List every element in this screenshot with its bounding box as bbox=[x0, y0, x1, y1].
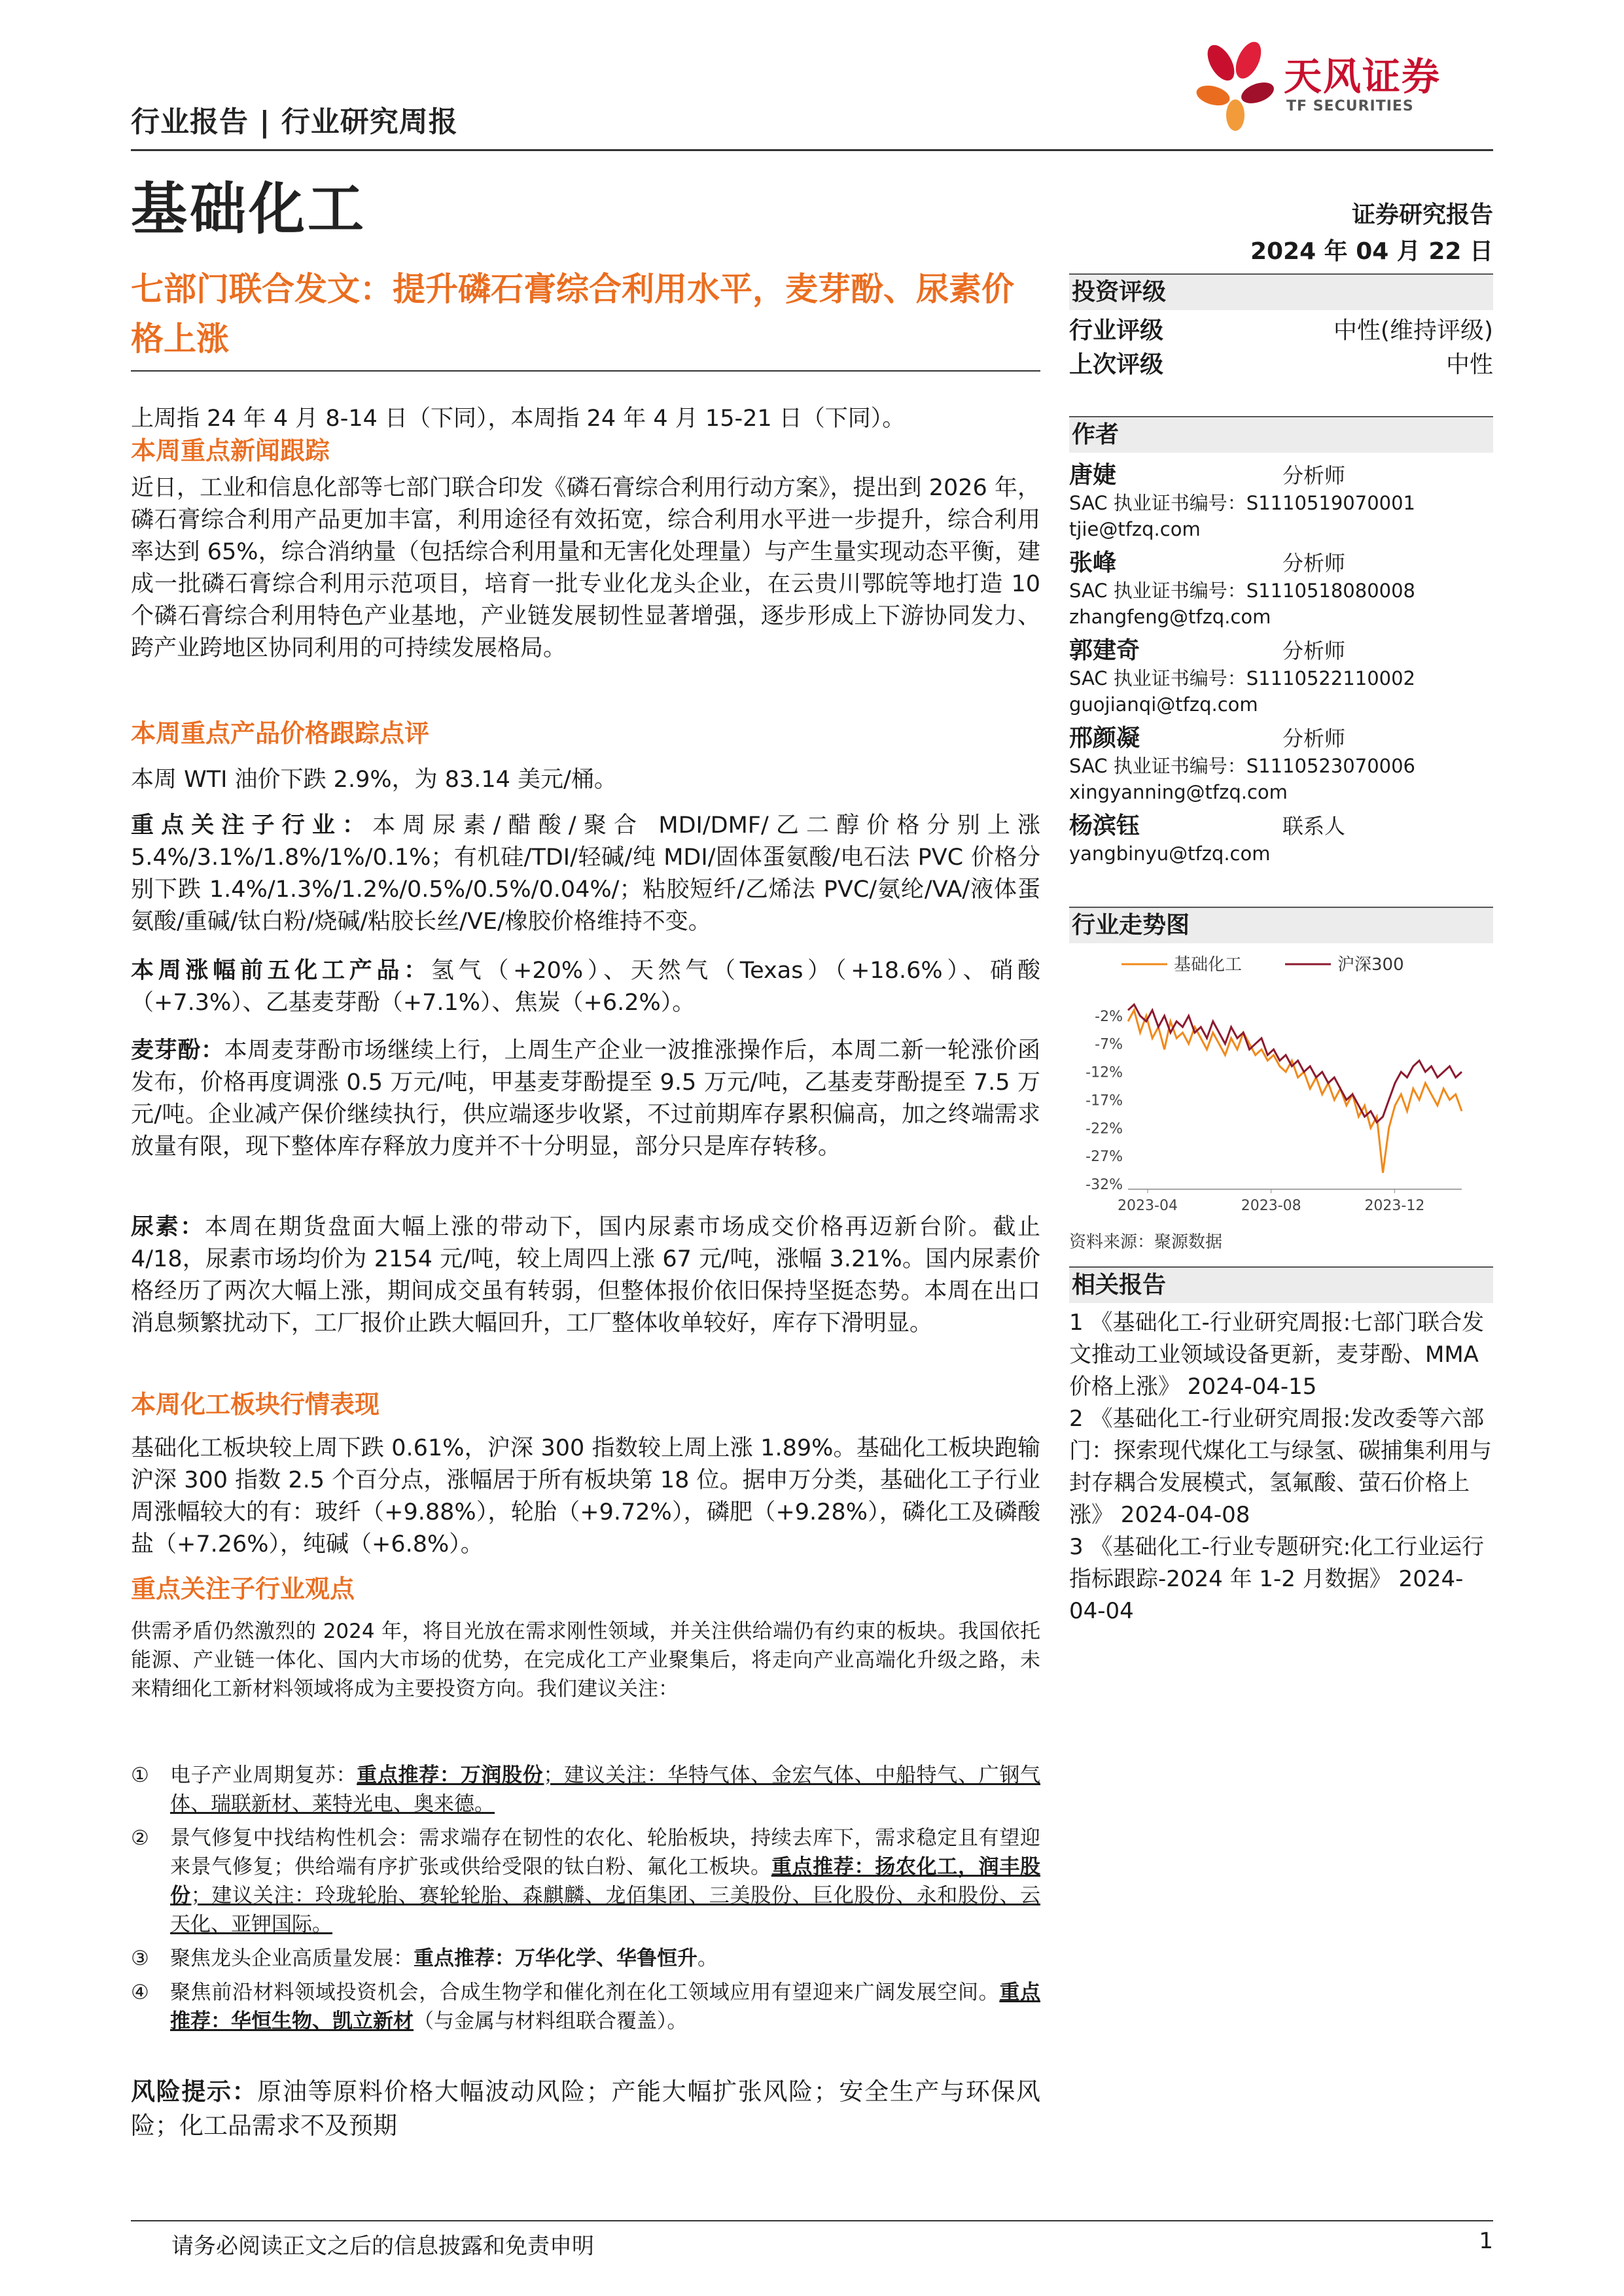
author-entry bbox=[1069, 632, 1493, 720]
related-heading: 相关报告 bbox=[1069, 1266, 1493, 1303]
chart-series bbox=[1128, 1005, 1462, 1173]
maltol-label: 麦芽酚： bbox=[131, 1037, 224, 1064]
top5-label: 本周涨幅前五化工产品： bbox=[131, 958, 431, 984]
rating-row-industry bbox=[1069, 314, 1493, 348]
x-axis bbox=[1118, 1189, 1424, 1214]
author-name: 邢颜凝 bbox=[1069, 725, 1140, 752]
trend-box bbox=[1069, 907, 1493, 1253]
rating-label: 上次评级 bbox=[1069, 351, 1164, 378]
list-item-number: ② bbox=[131, 1826, 149, 1850]
author-cert: SAC 执业证书编号：S1110518080008 bbox=[1069, 580, 1416, 602]
related-report-link[interactable]: 2 《基础化工-行业研究周报:发改委等六部门：探索现代煤化工与绿氢、碳捕集利用与封存耦合发展模式，氢氟酸、萤石价格上涨》 2024-04-08 bbox=[1069, 1406, 1492, 1528]
tf-flower-icon bbox=[1195, 37, 1280, 135]
focus-text: 本周尿素/醋酸/聚合 MDI/DMF/乙二醇价格分别上涨 5.4%/3.1%/1.8%/1%/0.1%；有机硅/TDI/轻碱/纯 MDI/固体蛋氨酸/电石法 PVC 价格分别下跌 1.4%/1.3%/1.2%/0.5%/0.5%/0.04%/；粘胶短纤/乙烯法 PVC/氨纶/VA/液体蛋氨酸/重碱/钛白粉/烧碱/粘胶长丝/VE/橡胶价格维持不变。 bbox=[131, 812, 1040, 935]
y-tick-label: -7% bbox=[1095, 1036, 1123, 1053]
list-item-text: 景气修复中找结构性机会：需求端存在韧性的农化、轮胎板块，持续去库下，需求稳定且有望迎来景气修复；供给端有序扩张或供给受限的钛白粉、氟化工板块。 bbox=[170, 1826, 1040, 1879]
author-role: 分析师 bbox=[1282, 726, 1346, 751]
risk-text: 原油等原料价格大幅波动风险；产能大幅扩张风险；安全生产与环保风险；化工品需求不及预期 bbox=[131, 2078, 1041, 2140]
legend-label-chemical: 基础化工 bbox=[1174, 955, 1243, 975]
author-entry bbox=[1069, 457, 1493, 544]
maltol-text: 本周麦芽酚市场继续上行，上周生产企业一波推涨操作后，本周二新一轮涨价函发布，价格再度调涨 0.5 万元/吨，甲基麦芽酚提至 9.5 万元/吨，乙基麦芽酚提至 7.5 万元/吨。企业减产保价继续执行，供应端逐步收紧，不过前期库存累积偏高，加之终端需求放量有限，现下整体库存释放力度并不十分明显，部分只是库存转移。 bbox=[131, 1037, 1040, 1160]
rating-heading: 投资评级 bbox=[1069, 273, 1493, 310]
related-report-link[interactable]: 3 《基础化工-行业专题研究:化工行业运行指标跟踪-2024 年 1-2 月数据》 2024-04-04 bbox=[1069, 1534, 1485, 1624]
list-item-text: 聚焦前沿材料领域投资机会，合成生物学和催化剂在化工领域应用有望迎来广阔发展空间。 bbox=[170, 1981, 1000, 2004]
intro-text: 上周指 24 年 4 月 8-14 日（下同），本周指 24 年 4 月 15-21 日（下同）。 bbox=[131, 406, 906, 432]
market-paragraph: 基础化工板块较上周下跌 0.61%，沪深 300 指数较上周上涨 1.89%。基础化工板块跑输沪深 300 指数 2.5 个百分点，涨幅居于所有板块第 18 位。据申万分类，基础化工子行业周涨幅较大的有：玻纤（+9.88%），轮胎（+9.72%），磷肥（+9.28%），磷化工及磷酸盐（+7.26%），纯碱（+6.8%）。 bbox=[131, 1435, 1040, 1557]
urea-text: 本周在期货盘面大幅上涨的带动下，国内尿素市场成交价格再迈新台阶。截止 4/18，尿素市场均价为 2154 元/吨，较上周四上涨 67 元/吨，涨幅 3.21%。国内尿素价格经历了两次大幅上涨，期间成交虽有转弱，但整体报价依旧保持坚挺态势。本周在出口消息频繁扰动下，工厂报价止跌大幅回升，工厂整体收单较好，库存下滑明显。 bbox=[131, 1214, 1040, 1336]
list-item-watch: 。 bbox=[697, 1947, 718, 1970]
trend-chart bbox=[1069, 948, 1493, 1223]
y-tick-label: -22% bbox=[1086, 1121, 1123, 1138]
risk-label: 风险提示： bbox=[131, 2078, 258, 2106]
list-item bbox=[131, 1944, 1040, 1973]
news-paragraph: 近日，工业和信息化部等七部门联合印发《磷石膏综合利用行动方案》，提出到 2026 年，磷石膏综合利用产品更加丰富，利用途径有效拓宽，综合利用水平进一步提升，综合利用率达到 65%，综合消纳量（包括综合利用量和无害化处理量）与产生量实现动态平衡，建成一批磷石膏综合利用示范项目，培育一批专业化龙头企业，在云贵川鄂皖等地打造 10 个磷石膏综合利用特色产业基地，产业链发展韧性显著增强，逐步形成上下游协同发力、跨产业跨地区协同利用的可持续发展格局。 bbox=[131, 475, 1040, 661]
y-axis bbox=[1086, 1009, 1462, 1193]
list-item-number: ③ bbox=[131, 1947, 149, 1970]
list-item-text: 电子产业周期复苏： bbox=[170, 1764, 357, 1787]
section-heading-prices: 本周重点产品价格跟踪点评 bbox=[131, 719, 430, 748]
related-report-link[interactable]: 1 《基础化工-行业研究周报:七部门联合发文推动工业领域设备更新，麦芽酚、MMA 价格上涨》 2024-04-15 bbox=[1069, 1310, 1485, 1400]
author-name: 张峰 bbox=[1069, 549, 1117, 576]
author-role: 分析师 bbox=[1282, 638, 1346, 663]
author-name: 郭建奇 bbox=[1069, 637, 1140, 664]
y-tick-label: -32% bbox=[1086, 1177, 1123, 1193]
focus-paragraph bbox=[131, 810, 1040, 938]
list-item-text: 聚焦龙头企业高质量发展： bbox=[170, 1947, 414, 1970]
list-item-number: ① bbox=[131, 1764, 149, 1787]
x-tick-label: 2023-04 bbox=[1118, 1198, 1178, 1214]
y-tick-label: -17% bbox=[1086, 1092, 1123, 1109]
legend-label-hs300: 沪深300 bbox=[1337, 955, 1404, 975]
series-line-chemical bbox=[1128, 1010, 1462, 1173]
y-tick-label: -2% bbox=[1095, 1008, 1123, 1025]
author-email[interactable]: tjie@tfzq.com bbox=[1069, 518, 1201, 540]
author-cert: SAC 执业证书编号：S1110519070001 bbox=[1069, 492, 1416, 514]
author-email[interactable]: zhangfeng@tfzq.com bbox=[1069, 606, 1271, 628]
author-email[interactable]: yangbinyu@tfzq.com bbox=[1069, 843, 1271, 865]
author-role: 分析师 bbox=[1282, 463, 1346, 488]
recommendation-list bbox=[131, 1761, 1040, 2036]
list-item-number: ④ bbox=[131, 1981, 149, 2004]
footer-divider bbox=[131, 2220, 1493, 2221]
rating-label: 行业评级 bbox=[1069, 317, 1164, 344]
y-tick-label: -27% bbox=[1086, 1149, 1123, 1166]
top5-text: 氢气（+20%）、天然气（Texas）（+18.6%）、硝酸（+7.3%）、乙基麦芽酚（+7.1%）、焦炭（+6.2%）。 bbox=[131, 958, 1040, 1016]
wti-text: 本周 WTI 油价下跌 2.9%，为 83.14 美元/桶。 bbox=[131, 767, 617, 793]
author-role: 联系人 bbox=[1282, 814, 1346, 839]
author-email[interactable]: xingyanning@tfzq.com bbox=[1069, 781, 1288, 803]
chart-legend bbox=[1121, 955, 1404, 975]
section-heading-news: 本周重点新闻跟踪 bbox=[131, 436, 330, 465]
focus-label: 重点关注子行业： bbox=[131, 812, 373, 839]
author-email[interactable]: guojianqi@tfzq.com bbox=[1069, 693, 1258, 716]
authors-heading: 作者 bbox=[1069, 416, 1493, 453]
views-paragraph: 供需矛盾仍然激烈的 2024 年，将目光放在需求刚性领域，并关注供给端仍有约束的板块。我国依托能源、产业链一体化、国内大市场的优势，在完成化工产业聚集后，将走向产业高端化升级之路，未来精细化工新材料领域将成为主要投资方向。我们建议关注： bbox=[131, 1620, 1040, 1701]
x-tick-label: 2023-12 bbox=[1364, 1198, 1425, 1214]
list-item bbox=[131, 1824, 1040, 1939]
title-divider bbox=[131, 370, 1040, 372]
rating-value: 中性(维持评级) bbox=[1333, 317, 1493, 344]
rating-box bbox=[1069, 273, 1493, 382]
rating-value: 中性 bbox=[1445, 351, 1493, 378]
author-role: 分析师 bbox=[1282, 551, 1346, 576]
list-item-recommend: 重点推荐：万润股份 bbox=[357, 1764, 544, 1787]
section-heading-views: 重点关注子行业观点 bbox=[131, 1574, 355, 1603]
chart-source: 资料来源：聚源数据 bbox=[1069, 1232, 1223, 1252]
brand-logo bbox=[1195, 37, 1496, 141]
list-item bbox=[131, 1761, 1040, 1818]
related-box bbox=[1069, 1266, 1493, 1627]
report-category: 行业报告 | 行业研究周报 bbox=[131, 105, 458, 139]
author-cert: SAC 执业证书编号：S1110522110002 bbox=[1069, 667, 1416, 689]
logo-text-en: TF SECURITIES bbox=[1286, 98, 1414, 114]
urea-label: 尿素： bbox=[131, 1214, 205, 1240]
urea-paragraph bbox=[131, 1211, 1040, 1340]
list-item-watch: （与金属与材料组联合覆盖）。 bbox=[414, 2009, 688, 2033]
report-title: 七部门联合发文：提升磷石膏综合利用水平，麦芽酚、尿素价格上涨 bbox=[131, 270, 1014, 358]
header-divider bbox=[131, 149, 1493, 151]
author-name: 唐婕 bbox=[1069, 462, 1117, 489]
report-date: 2024 年 04 月 22 日 bbox=[1250, 238, 1493, 265]
list-item-watch: ；建议关注：华特气体、金宏气体、中船特气、广钢气体、瑞联新材、莱特光电、奥来德。 bbox=[170, 1764, 1041, 1816]
author-cert: SAC 执业证书编号：S1110523070006 bbox=[1069, 755, 1416, 777]
list-item-recommend: 重点推荐：华恒生物、凯立新材 bbox=[170, 1981, 1041, 2033]
series-line-hs300 bbox=[1128, 1005, 1462, 1122]
list-item-watch: ；建议关注：玲珑轮胎、赛轮轮胎、森麒麟、龙佰集团、三美股份、巨化股份、永和股份、云天化、亚钾国际。 bbox=[170, 1884, 1041, 1936]
maltol-paragraph bbox=[131, 1035, 1040, 1163]
risk-paragraph bbox=[131, 2075, 1040, 2143]
author-entry bbox=[1069, 807, 1493, 866]
author-entry bbox=[1069, 720, 1493, 807]
page-number: 1 bbox=[1479, 2228, 1493, 2254]
list-item bbox=[131, 1978, 1040, 2036]
author-name: 杨滨钰 bbox=[1069, 812, 1140, 839]
authors-box bbox=[1069, 416, 1493, 866]
section-heading-market: 本周化工板块行情表现 bbox=[131, 1390, 380, 1419]
list-item-recommend: 重点推荐：扬农化工，润丰股份 bbox=[170, 1855, 1041, 1907]
x-tick-label: 2023-08 bbox=[1241, 1198, 1301, 1214]
footer-disclaimer[interactable]: 请务必阅读正文之后的信息披露和免责申明 bbox=[171, 2233, 594, 2259]
top5-paragraph bbox=[131, 955, 1040, 1019]
rating-row-prev bbox=[1069, 348, 1493, 382]
trend-heading: 行业走势图 bbox=[1069, 907, 1493, 943]
author-entry bbox=[1069, 544, 1493, 632]
y-tick-label: -12% bbox=[1086, 1064, 1123, 1081]
doc-type: 证券研究报告 bbox=[1351, 201, 1493, 228]
industry-title: 基础化工 bbox=[131, 177, 366, 242]
logo-text-cn: 天风证券 bbox=[1284, 54, 1441, 99]
list-item-recommend: 重点推荐：万华化学、华鲁恒升 bbox=[414, 1947, 697, 1970]
